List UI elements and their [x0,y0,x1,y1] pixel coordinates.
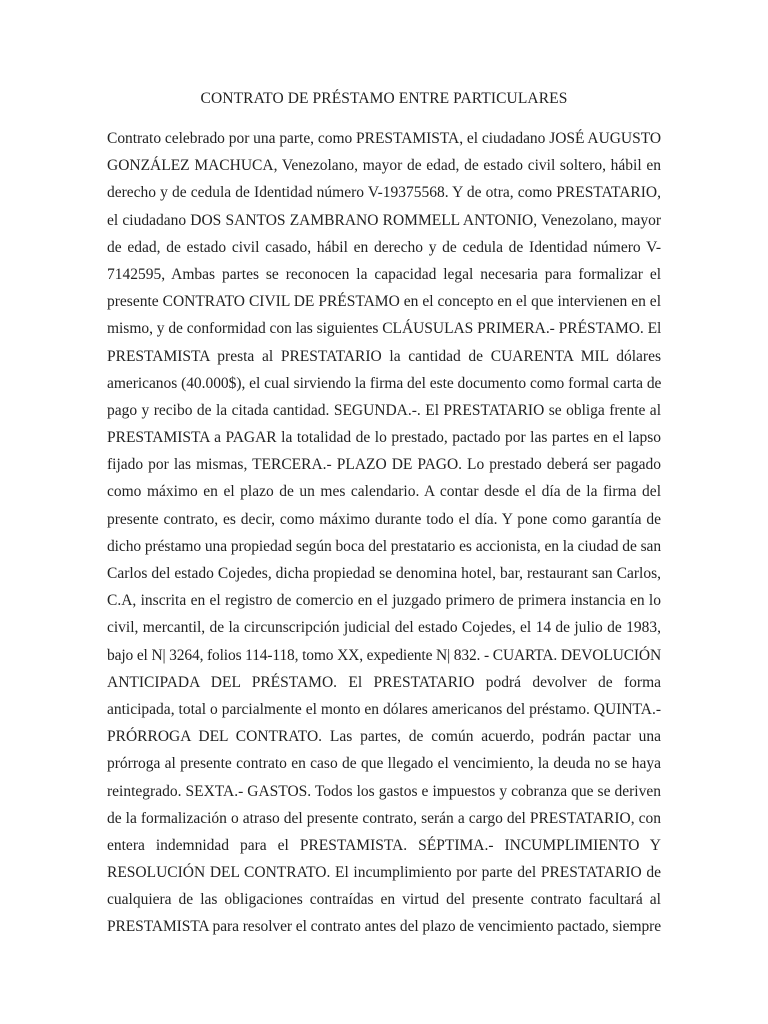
contract-line: pago y recibo de la citada cantidad. SEGUNDA.-. El PRESTATARIO se obliga frente al [107,401,661,419]
contract-line: 7142595, Ambas partes se reconocen la capacidad legal necesaria para formalizar el [107,265,661,283]
contract-line: PRESTAMISTA presta al PRESTATARIO la cantidad de CUARENTA MIL dólares [107,347,661,365]
contract-line: anticipada, total o parcialmente el monto en dólares americanos del préstamo. QUINTA.- [107,700,661,718]
contract-line: C.A, inscrita en el registro de comercio en el juzgado primero de primera instancia en lo [107,592,661,610]
contract-line: cualquiera de las obligaciones contraídas en virtud del presente contrato facultará al [107,891,661,909]
contract-line: ANTICIPADA DEL PRÉSTAMO. El PRESTATARIO podrá devolver de forma [107,673,661,691]
contract-line: civil, mercantil, de la circunscripción judicial del estado Cojedes, el 14 de julio de 1983, [107,619,661,637]
document-title: CONTRATO DE PRÉSTAMO ENTRE PARTICULARES [200,90,568,107]
contract-line: RESOLUCIÓN DEL CONTRATO. El incumplimiento por parte del PRESTATARIO de [107,864,661,882]
contract-line: mismo, y de conformidad con las siguientes CLÁUSULAS PRIMERA.- PRÉSTAMO. El [107,320,662,338]
contract-line: como máximo en el plazo de un mes calendario. A contar desde el día de la firma del [107,483,661,501]
contract-line: derecho y de cedula de Identidad número V-19375568. Y de otra, como PRESTATARIO, [107,184,661,202]
contract-line: PRESTAMISTA a PAGAR la totalidad de lo prestado, pactado por las partes en el lapso [107,429,661,447]
contract-line: prórroga al presente contrato en caso de que llegado el vencimiento, la deuda no se haya [107,755,661,773]
contract-line: de edad, de estado civil casado, hábil en derecho y de cedula de Identidad número V- [107,238,661,256]
contract-line: PRÓRROGA DEL CONTRATO. Las partes, de común acuerdo, podrán pactar una [107,728,661,746]
contract-line: dicho préstamo una propiedad según boca del prestatario es accionista, en la ciudad de san [107,537,661,555]
contract-line: bajo el N| 3264, folios 114-118, tomo XX, expediente N| 832. - CUARTA. DEVOLUCIÓN [107,646,661,664]
contract-body [107,125,661,941]
contract-line: de la formalización o atraso del presente contrato, serán a cargo del PRESTATARIO, con [107,809,661,827]
contract-line: entera indemnidad para el PRESTAMISTA. SÉPTIMA.- INCUMPLIMIENTO Y [107,836,661,854]
contract-line: Contrato celebrado por una parte, como PRESTAMISTA, el ciudadano JOSÉ AUGUSTO [107,130,662,147]
contract-line: Carlos del estado Cojedes, dicha propiedad se denomina hotel, bar, restaurant san Carlos, [107,565,661,582]
contract-line: PRESTAMISTA para resolver el contrato antes del plazo de vencimiento pactado, siempre [107,918,661,936]
contract-line: presente CONTRATO CIVIL DE PRÉSTAMO en el concepto en el que intervienen en el [107,293,661,311]
contract-line: GONZÁLEZ MACHUCA, Venezolano, mayor de edad, de estado civil soltero, hábil en [107,157,661,175]
contract-line: reintegrado. SEXTA.- GASTOS. Todos los gastos e impuestos y cobranza que se deriven [107,782,661,800]
contract-line: presente contrato, es decir, como máximo durante todo el día. Y pone como garantía de [107,510,661,528]
contract-line: el ciudadano DOS SANTOS ZAMBRANO ROMMELL ANTONIO, Venezolano, mayor [107,211,661,229]
contract-line: fijado por las mismas, TERCERA.- PLAZO DE PAGO. Lo prestado deberá ser pagado [107,456,661,474]
contract-line: americanos (40.000$), el cual sirviendo la firma del este documento como formal carta de [107,374,662,392]
